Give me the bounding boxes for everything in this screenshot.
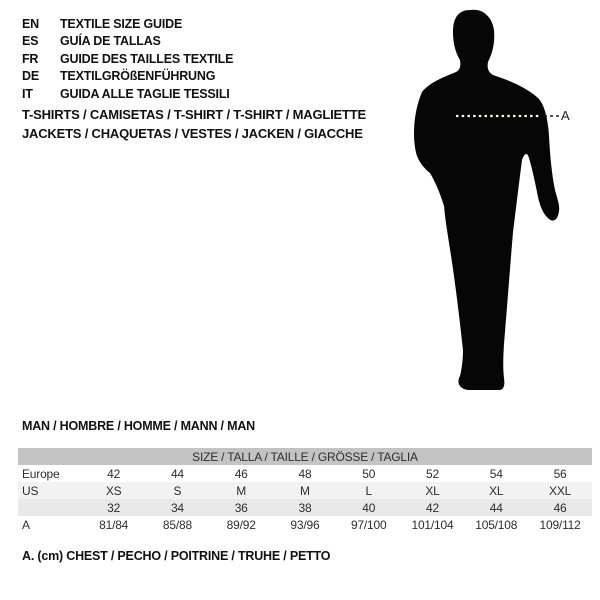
size-table	[18, 448, 592, 533]
measurement-label-a: A	[561, 108, 570, 123]
language-code: IT	[22, 86, 33, 101]
cell: 44	[146, 465, 210, 482]
measurement-footnote: A. (cm) CHEST / PECHO / POITRINE / TRUHE / PETTO	[22, 549, 331, 563]
cell: 38	[273, 499, 337, 516]
cell: 101/104	[401, 516, 465, 533]
cell: 46	[528, 499, 592, 516]
row-label: A	[18, 516, 82, 533]
cell: 52	[401, 465, 465, 482]
list-item	[22, 85, 233, 103]
guide-title: GUIDE DES TAILLES TEXTILE	[60, 51, 234, 66]
cell: S	[146, 482, 210, 499]
cell: 42	[401, 499, 465, 516]
cell: 54	[464, 465, 528, 482]
language-guide-list	[22, 15, 233, 103]
man-silhouette-graphic	[408, 8, 578, 400]
list-item	[22, 33, 233, 51]
cell: 97/100	[337, 516, 401, 533]
table-row-us	[18, 482, 592, 499]
cell: 81/84	[82, 516, 146, 533]
list-item	[22, 50, 233, 68]
man-silhouette-figure	[408, 8, 578, 400]
row-label	[18, 499, 82, 516]
cell: XXL	[528, 482, 592, 499]
table-row-chest	[18, 516, 592, 533]
guide-title: TEXTILGRÖßENFÜHRUNG	[60, 69, 216, 84]
table-header-label: SIZE / TALLA / TAILLE / GRÖSSE / TAGLIA	[18, 448, 592, 465]
cell: XS	[82, 482, 146, 499]
cell: L	[337, 482, 401, 499]
cell: XL	[401, 482, 465, 499]
cell: 109/112	[528, 516, 592, 533]
cell: 40	[337, 499, 401, 516]
category-jackets: JACKETS / CHAQUETAS / VESTES / JACKEN / GIACCHE	[22, 126, 363, 141]
cell: 50	[337, 465, 401, 482]
cell: 93/96	[273, 516, 337, 533]
table-row-europe	[18, 465, 592, 482]
cell: M	[209, 482, 273, 499]
cell: 42	[82, 465, 146, 482]
cell: 85/88	[146, 516, 210, 533]
cell: XL	[464, 482, 528, 499]
silhouette-shape	[414, 10, 559, 390]
cell: 48	[273, 465, 337, 482]
row-label: US	[18, 482, 82, 499]
cell: 36	[209, 499, 273, 516]
guide-title: TEXTILE SIZE GUIDE	[60, 16, 183, 31]
row-label: Europe	[18, 465, 82, 482]
section-title-man: MAN / HOMBRE / HOMME / MANN / MAN	[22, 419, 255, 433]
cell: M	[273, 482, 337, 499]
cell: 32	[82, 499, 146, 516]
language-code: EN	[22, 16, 39, 31]
cell: 44	[464, 499, 528, 516]
list-item	[22, 15, 233, 33]
garment-categories	[22, 105, 366, 143]
cell: 105/108	[464, 516, 528, 533]
cell: 34	[146, 499, 210, 516]
table-row-uk	[18, 499, 592, 516]
guide-title: GUIDA ALLE TAGLIE TESSILI	[60, 86, 230, 101]
size-table-container	[18, 448, 592, 533]
language-code: DE	[22, 69, 39, 84]
category-tshirts: T-SHIRTS / CAMISETAS / T-SHIRT / T-SHIRT / MAGLIETTE	[22, 107, 366, 122]
guide-title: GUÍA DE TALLAS	[60, 34, 161, 49]
list-item	[22, 68, 233, 86]
language-code: FR	[22, 51, 39, 66]
cell: 89/92	[209, 516, 273, 533]
table-header-row	[18, 448, 592, 465]
cell: 56	[528, 465, 592, 482]
cell: 46	[209, 465, 273, 482]
language-code: ES	[22, 34, 39, 49]
